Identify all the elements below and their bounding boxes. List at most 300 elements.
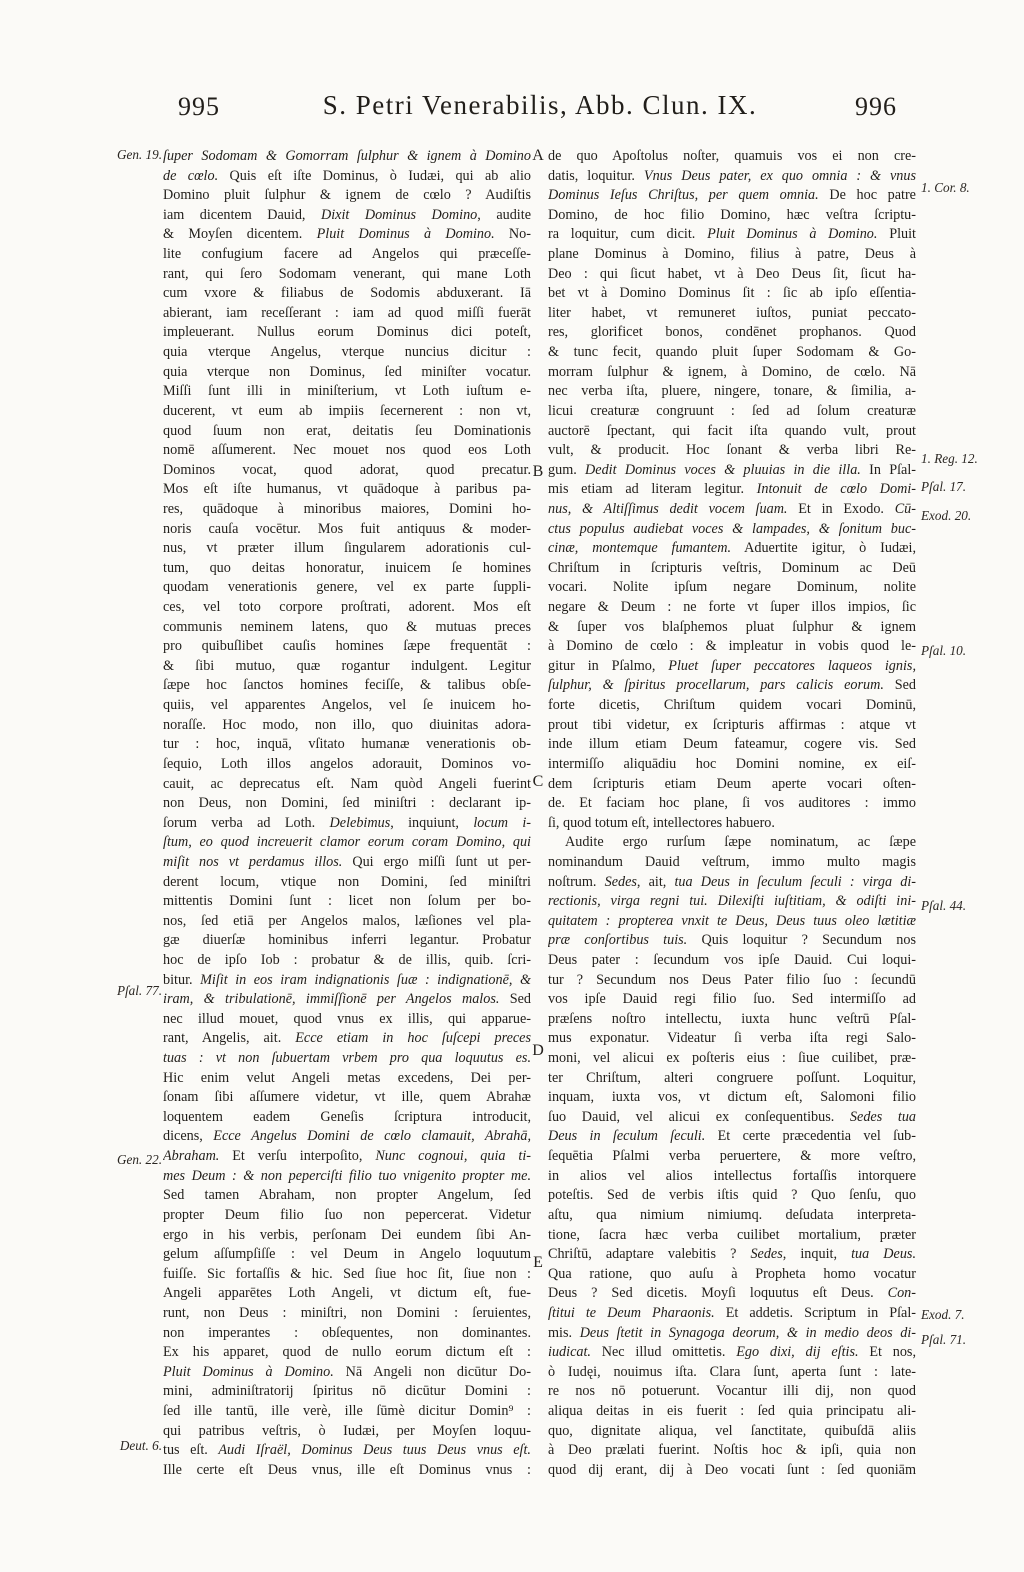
text-run: non imperantes : obſequentes, non dominantes. — [163, 1324, 531, 1341]
text-run: , ait, — [636, 873, 675, 890]
scripture-quote-run: Deus in ſeculum ſeculi. — [548, 1128, 706, 1145]
text-run: nec verba iſta, pluere, ningere, tonare, & ſimilia, a- — [548, 383, 916, 400]
right-text-column — [548, 147, 916, 1480]
text-run: De hoc patre — [818, 187, 916, 204]
text-run: licui creaturæ congruunt : ſed ad ſolum creaturæ — [548, 402, 916, 419]
text-run: runt, non Deus : miniſtri, non Domini : ſeruientes, — [163, 1304, 531, 1321]
text-line — [548, 892, 916, 912]
text-line — [163, 814, 531, 834]
text-line — [548, 794, 916, 814]
scripture-quote-run: iudicat. — [548, 1344, 591, 1361]
text-run: ra loquitur, cum dicit. — [548, 226, 708, 243]
text-run: noris cauſa vocētur. Mos fuit antiquus & moder- — [163, 520, 531, 537]
text-line — [163, 539, 531, 559]
text-line — [163, 735, 531, 755]
text-run: inde illum etiam Deum fateamur, cogere vis. Sed — [548, 736, 916, 753]
text-run: , inquiunt, — [390, 814, 474, 831]
text-line — [548, 735, 916, 755]
text-line — [548, 1382, 916, 1402]
text-run: pro quibuſlibet cauſis homines ſæpe frequentāt : — [163, 638, 531, 655]
text-line — [548, 539, 916, 559]
text-line — [548, 422, 916, 442]
gutter-section-marker: C — [532, 772, 544, 790]
text-line — [548, 343, 916, 363]
text-run: poteſtis. Sed de verbis iſtis quid ? Quo ſenſu, quo — [548, 1187, 916, 1204]
text-run: & Moyſen dicentem. — [163, 226, 317, 243]
text-line — [163, 402, 531, 422]
left-text-column — [163, 147, 531, 1480]
text-run: Angeli apparētes Loth Angeli, vt dictum eſt, fue- — [163, 1285, 531, 1302]
text-run: ducerent, vt eum ab impiis ſecernerent : non vt, — [163, 402, 531, 419]
margin-citation: Exod. 20. — [921, 508, 972, 523]
text-run: aliqua deitas in eis fuerit : ſed quia principatu ali- — [548, 1403, 916, 1419]
text-run: Deus pater : ſecundum vos ipſe Dauid. Cui loqui- — [548, 951, 916, 968]
text-line — [548, 873, 916, 893]
text-line — [163, 461, 531, 481]
text-run: qui patribus veſtris, ò Iudæi, per Moyſen loquu- — [163, 1422, 531, 1439]
text-run: ò Iudęi, nouimus iſta. Clara ſunt, aperta ſunt : late- — [548, 1363, 916, 1380]
text-line — [548, 951, 916, 971]
text-line — [163, 931, 531, 951]
text-line — [548, 833, 916, 853]
scripture-quote-run: ſuper Sodomam & Gomorram ſulphur & ignem à Domino — [163, 148, 531, 164]
text-line — [548, 441, 916, 461]
text-line — [548, 500, 916, 520]
text-line — [548, 637, 916, 657]
text-line — [548, 1402, 916, 1422]
text-line — [548, 520, 916, 540]
scripture-quote-run: Pluet ſuper peccatores laqueos ignis, — [668, 657, 916, 674]
margin-citation: 1. Reg. 12. — [921, 451, 978, 467]
scripture-quote-run: ſtum, eo quod increuerit clamor eorum coram Domino, qui — [163, 834, 531, 851]
text-run: de. Et faciam hoc plane, ſi vos auditores : immo — [548, 795, 916, 812]
text-line — [163, 225, 531, 245]
text-run: nec illud mouet, quod vnus ex illis, qui apparue- — [163, 1010, 531, 1027]
scripture-quote-run: præ conſortibus tuis. — [548, 932, 688, 949]
scripture-quote-run: Sedes tua — [849, 1108, 916, 1125]
text-run: res, quādoque à minoribus maiores, Domini ho- — [163, 500, 531, 517]
text-run: propter Deum filio ſuo non pepercerat. Videtur — [163, 1206, 531, 1223]
text-line — [548, 147, 916, 167]
text-line — [163, 1461, 531, 1481]
text-line — [163, 676, 531, 696]
page-number-right: 996 — [855, 92, 897, 121]
margin-citation: 1. Cor. 8. — [921, 180, 970, 196]
text-line — [548, 931, 916, 951]
scripture-quote-run: mes Deum : & non peperciſti filio tuo vnigenito propter me. — [163, 1167, 531, 1184]
text-line — [163, 1029, 531, 1049]
text-line — [548, 775, 916, 795]
text-line — [163, 1324, 531, 1344]
text-run: datis, loquitur. — [548, 167, 644, 184]
text-line — [163, 775, 531, 795]
text-run: quod dij erant, dij à Deo vocati ſunt : ſed quoniām — [548, 1461, 916, 1478]
text-run: Ex his apparet, quod de nullo eorum dictum eſt : — [163, 1344, 531, 1361]
text-run: Dominos vocat, quod adorat, quod precatur. — [163, 461, 531, 478]
text-run: Hic enim velut Angeli metas excedens, Dei per- — [163, 1069, 531, 1086]
text-run: fuiſſe. Sic fortaſſis & hic. Sed ſiue hoc ſit, ſiue non : — [163, 1265, 531, 1282]
text-line — [163, 245, 531, 265]
text-run: quod ſuum non erat, deitatis ſeu Dominationis — [163, 422, 531, 439]
text-run: inquam, iuxta vos, vt dictum eſt, Salomoni filio — [548, 1089, 916, 1106]
text-run: Quis eſt iſte Dominus, ò Iudæi, qui ab alio — [218, 167, 531, 184]
text-line — [548, 1029, 916, 1049]
text-line — [163, 657, 531, 677]
text-line — [548, 304, 916, 324]
text-line — [548, 1147, 916, 1167]
text-line — [163, 696, 531, 716]
text-line — [548, 1127, 916, 1147]
text-run: de quo Apoſtolus noſter, quamuis vos ei non cre- — [548, 148, 916, 164]
text-run: prout tibi videtur, ex ſcripturis affirmas : atque vt — [548, 716, 916, 733]
text-line — [548, 559, 916, 579]
text-run: In Pſal- — [860, 461, 916, 478]
text-run: aſtu, qua nimium nimiumq. deſudata interpreta- — [548, 1206, 916, 1223]
text-line — [163, 520, 531, 540]
text-run: & ſuper vos blaſphemos pluat ſulphur & ignem — [548, 618, 916, 635]
text-line — [163, 284, 531, 304]
text-line — [163, 1304, 531, 1324]
text-line — [548, 912, 916, 932]
text-line — [163, 951, 531, 971]
text-line — [548, 363, 916, 383]
text-run: & ſibi mutuo, quæ rogantur indulgent. Legitur — [163, 657, 531, 674]
text-line — [163, 1402, 531, 1422]
scripture-quote-run: Dixit Dominus Domino — [320, 206, 478, 223]
scripture-quote-run: Pluit Dominus à Domino. — [707, 226, 878, 243]
text-run: ſorum verba ad Loth. — [163, 814, 330, 831]
text-run: Mos eſt iſte humanus, vt quādoque à paribus pa- — [163, 481, 531, 498]
text-run: tione, ſacra hæc verba cuilibet mortalium, præter — [548, 1226, 916, 1243]
text-line — [548, 225, 916, 245]
text-line — [163, 971, 531, 991]
text-run: tum, quo deitas honoratur, inuicem ſe homines — [163, 559, 531, 576]
text-run: nominandum Dauid veſtrum, immo multo magis — [548, 853, 916, 870]
text-line — [163, 618, 531, 638]
text-run: bitur. — [163, 971, 201, 988]
scripture-quote-run: Cū- — [894, 500, 916, 517]
text-line — [163, 1127, 531, 1147]
text-line — [163, 1284, 531, 1304]
text-line — [163, 1108, 531, 1128]
text-line — [548, 990, 916, 1010]
text-run: rant, qui ſero Sodomam venerant, qui mane Loth — [163, 265, 531, 282]
text-run: hoc de ipſo Iob : probatur & de illis, quib. ſcri- — [163, 951, 531, 968]
text-run: mus exponatur. Videatur ſi verba iſta regi Salo- — [548, 1030, 916, 1047]
text-run: Sed tamen Abraham, non propter Angelum, ſed — [163, 1187, 531, 1204]
text-line — [548, 1049, 916, 1069]
text-run: Ille certe eſt Deus vnus, ille eſt Dominus vnus : — [163, 1461, 531, 1478]
text-line — [163, 892, 531, 912]
text-run: non Deus, non Domini, ſed miniſtri : declarant ip- — [163, 795, 531, 812]
text-run: dem ſcripturis etiam Deum aperte vocari oſten- — [548, 775, 916, 792]
text-line — [163, 1147, 531, 1167]
text-run: mis. — [548, 1324, 580, 1341]
text-line — [548, 1226, 916, 1246]
text-line — [163, 1186, 531, 1206]
gutter-section-marker: D — [532, 1041, 544, 1059]
scripture-quote-run: ſtitui te Deum Pharaonis. — [548, 1304, 715, 1321]
scripture-quote-run: Con- — [887, 1285, 916, 1302]
text-run: ſuo Dauid, vel alicui ex conſequentibus. — [548, 1108, 850, 1125]
text-run: quia vterque Angelus, vterque nuncius dicitur : — [163, 344, 531, 361]
scripture-quote-run: ctus populus audiebat voces & lampades, & ſonitum buc- — [548, 520, 916, 537]
text-run: nus, vt præter illum ſingularem adorationis cul- — [163, 540, 531, 557]
scripture-quote-run: tua Deus in ſeculum ſeculi : virga di- — [674, 873, 916, 890]
text-line — [163, 1049, 531, 1069]
text-run: mini, adminiſtratorij ſpiritus nō dicūtur Domini : — [163, 1383, 531, 1400]
text-run: No- — [494, 226, 531, 243]
text-run: gitur in Pſalmo, — [548, 657, 669, 674]
text-run: quo, dignitate aliqua, vel ſanctitate, quibuſdā aliis — [548, 1422, 916, 1439]
text-line — [548, 461, 916, 481]
text-line — [548, 402, 916, 422]
text-run: lite confugium facere ad Angelos qui præceſſe- — [163, 246, 531, 263]
scripture-quote-run: nus, & Altiſſimus dedit vocem ſuam. — [548, 500, 788, 517]
text-line — [163, 755, 531, 775]
text-line — [548, 853, 916, 873]
scripture-quote-run: Dedit Dominus voces & pluuias in die illa. — [585, 461, 861, 478]
scripture-quote-run: locum i- — [473, 814, 531, 831]
text-run: ſed ille tantū, ille verè, ille ſūmè dicitur Domin⁹ : — [163, 1403, 531, 1419]
text-line — [548, 716, 916, 736]
text-line — [548, 1343, 916, 1363]
text-line — [548, 265, 916, 285]
text-line — [548, 1461, 916, 1481]
text-run: in alios vel alios intellectus fortaſſis intorquere — [548, 1167, 916, 1184]
text-run: Nā Angeli non dicūtur Do- — [333, 1363, 531, 1380]
text-run: intermiſſo aliquādiu hoc Domini nomine, ex eiſ- — [548, 755, 916, 772]
text-run: ſequio, Loth illos angelos adorauit, Dominos vo- — [163, 755, 531, 772]
scripture-quote-run: Sedes — [604, 873, 637, 890]
margin-citation: Pſal. 10. — [921, 643, 967, 659]
text-run: ergo in his verbis, perſonam Dei eundem ſibi An- — [163, 1226, 531, 1243]
text-line — [163, 853, 531, 873]
text-run: iam dicentem Dauid, — [163, 206, 321, 223]
margin-citation: Pſal. 44. — [921, 898, 967, 914]
text-run: Qua ratione, quo auſu à Propheta homo vocatur — [548, 1265, 916, 1282]
text-line — [163, 1343, 531, 1363]
text-line — [548, 1422, 916, 1442]
text-run: tur ? Secundum nos Deus Pater filio ſuo : ſecundū — [548, 971, 916, 988]
text-run: Sed — [883, 677, 916, 694]
text-run: Et certe præcedentia vel ſub- — [705, 1128, 916, 1145]
text-run: Qui ergo miſſi ſunt ut per- — [342, 853, 531, 870]
text-run: Chriſtum in ſcripturis veſtris, Dominum ac Deū — [548, 559, 916, 576]
text-run: Et in Exodo. — [787, 500, 895, 517]
text-line — [163, 1382, 531, 1402]
scripture-quote-run: Ego dixi, dij eſtis. — [736, 1344, 859, 1361]
margin-citation: Gen. 22. — [116, 1151, 162, 1167]
text-run: , inquit, — [782, 1246, 852, 1263]
text-line — [548, 1088, 916, 1108]
text-line — [548, 676, 916, 696]
text-line — [548, 1069, 916, 1089]
text-line — [163, 206, 531, 226]
text-line — [163, 1167, 531, 1187]
text-line — [163, 1363, 531, 1383]
text-run: communis neminem latens, quo & mutuas preces — [163, 618, 531, 635]
text-line — [163, 265, 531, 285]
text-line — [548, 598, 916, 618]
text-run: Pluit — [877, 226, 916, 243]
text-run: noraſſe. Hoc modo, non illo, quo diuinitas adora- — [163, 716, 531, 733]
margin-citation: Deut. 6. — [119, 1437, 162, 1453]
text-line — [163, 382, 531, 402]
text-run: impleuerant. Nullus eorum Dominus dici poteſt, — [163, 324, 531, 341]
text-line — [548, 323, 916, 343]
text-line — [548, 480, 916, 500]
text-line — [163, 323, 531, 343]
text-run: , audite — [477, 206, 531, 223]
scripture-quote-run: Audi Iſraël, Dominus Deus tuus Deus vnus eſt. — [218, 1442, 531, 1459]
text-run: tur : hoc, inquā, vſitato humanæ venerationis ob- — [163, 736, 531, 753]
scripture-quote-run: Sedes — [750, 1246, 783, 1263]
text-line — [163, 1245, 531, 1265]
text-line — [163, 1422, 531, 1442]
gutter-section-marker: E — [533, 1253, 543, 1271]
text-run: ſæpe hoc ſanctos homines feciſſe, & talibus obſe- — [163, 677, 531, 694]
text-line — [163, 598, 531, 618]
text-run: ſi, quod totum eſt, intellectores habuero. — [548, 814, 775, 831]
text-line — [163, 363, 531, 383]
text-line — [548, 1441, 916, 1461]
text-line — [163, 480, 531, 500]
text-line — [163, 716, 531, 736]
text-run: res, glorificet bonos, condēnet prophanos. Quod — [548, 324, 916, 341]
scripture-quote-run: Vnus Deus pater, ex quo omnia : & vnus — [643, 167, 916, 184]
text-line — [163, 873, 531, 893]
text-run: Nec illud omittetis. — [590, 1344, 737, 1361]
text-line — [548, 1265, 916, 1285]
text-run: vos ipſe Dauid regi filio ſuo. Sed intermiſſo ad — [548, 991, 916, 1008]
text-run: Deo : qui ſicut habet, vt à Deo Deus ſit, ſicut ha- — [548, 265, 916, 282]
text-line — [548, 1186, 916, 1206]
text-run: re nos nō potuerunt. Vocantur illi dij, non quod — [548, 1383, 916, 1400]
text-line — [163, 1206, 531, 1226]
text-line — [548, 206, 916, 226]
text-run: vocari. Nolite ipſum negare Dominum, nolite — [548, 579, 916, 596]
scripture-quote-run: tua Deus. — [851, 1246, 916, 1263]
text-line — [163, 147, 531, 167]
text-line — [163, 343, 531, 363]
margin-citation: Pſal. 77. — [116, 982, 162, 998]
scripture-quote-run: Intonuit de cœlo Domi- — [756, 481, 916, 498]
scripture-quote-run: cinæ, montemque fumantem. — [548, 540, 732, 557]
text-run: rant, Angelis, ait. — [163, 1030, 296, 1047]
text-line — [163, 422, 531, 442]
text-line — [548, 1206, 916, 1226]
text-line — [548, 696, 916, 716]
text-line — [163, 637, 531, 657]
text-run: Et addetis. Scriptum in Pſal- — [714, 1304, 916, 1321]
text-run: vult, & producit. Hoc ſonant & verba libri Re- — [548, 442, 916, 459]
text-run: quiis, vel apparentes Angelos, vel ſe inuicem ho- — [163, 697, 531, 714]
text-run: liter habet, vt remuneret iuſtos, puniat peccato- — [548, 304, 916, 321]
text-line — [548, 814, 916, 834]
text-run: Audite ergo rurſum ſæpe nominatum, ac ſæpe — [565, 834, 916, 851]
text-line — [163, 304, 531, 324]
text-run: à Domino de cœlo : & impleatur in vobis quod le- — [548, 638, 916, 655]
text-run: tus eſt. — [163, 1442, 219, 1459]
text-line — [163, 1265, 531, 1285]
scripture-quote-run: Ecce etiam in hoc ſuſcepi preces — [295, 1030, 531, 1047]
text-run: nos, ſed etiā per Angelos malos, læſiones vel pla- — [163, 912, 531, 929]
scripture-quote-run: Miſit in eos iram indignationis ſuæ : indignationē, & — [200, 971, 531, 988]
scripture-quote-run: rectionis, virga regni tui. Dilexiſti iuſtitiam, & odiſti ini- — [548, 893, 916, 910]
text-line — [548, 1284, 916, 1304]
text-line — [163, 167, 531, 187]
text-run: Domino pluit ſulphur & ignem de cœlo ? Audiſtis — [163, 187, 531, 204]
margin-citation: Pſal. 71. — [921, 1332, 967, 1348]
text-run: à Deo prælati fuerint. Noſtis hoc & ipſi, quia non — [548, 1442, 916, 1459]
text-line — [163, 186, 531, 206]
text-run: forte dicetis, Chriſtum quidem vocari Dominū, — [548, 697, 916, 714]
text-run: præſens noſtro intellectu, iuxta hunc veſtrū Pſal- — [548, 1010, 916, 1027]
running-title: S. Petri Venerabilis, Abb. Clun. IX. — [322, 90, 758, 120]
text-line — [548, 1324, 916, 1344]
scripture-quote-run: iram, & tribulationē, immiſſionē per Angelos malos. — [163, 991, 500, 1008]
margin-citation: Pſal. 17. — [921, 478, 967, 494]
text-line — [163, 794, 531, 814]
gutter-section-marker: B — [532, 462, 544, 480]
text-run: Miſſi ſunt illi in miniſterium, vt Loth iuſtum e- — [163, 383, 531, 400]
text-line — [548, 1010, 916, 1030]
scripture-quote-run: Ecce Angelus Domini de cœlo clamauit, Abrahā, — [213, 1128, 531, 1145]
text-run: ſonam ſibi aſſumere videtur, vt ille, quem Abrahæ — [163, 1089, 531, 1106]
text-run: Quis loquitur ? Secundum nos — [687, 932, 916, 949]
text-run: Et verſu interpoſito, — [219, 1148, 376, 1165]
scripture-quote-run: Deus ſtetit in Synagoga deorum, & in medio deos di- — [579, 1324, 916, 1341]
margin-citation: Exod. 7. — [921, 1306, 965, 1322]
text-line — [163, 1226, 531, 1246]
scripture-quote-run: Pluit Dominus à Domino. — [316, 226, 495, 243]
text-line — [163, 1441, 531, 1461]
text-run: cauit, ac deprecatus eſt. Nam quòd Angeli fuerint — [163, 775, 531, 792]
scripture-quote-run: miſit nos vt perdamus illos. — [163, 853, 343, 870]
text-line — [163, 441, 531, 461]
text-run: ces, vel toto corpore proſtrati, adorent. Mos eſt — [163, 599, 531, 616]
text-line — [163, 559, 531, 579]
text-line — [548, 1363, 916, 1383]
text-run: & tunc fecit, quando pluit ſuper Sodomam & Go- — [548, 344, 916, 361]
text-run: Sed — [499, 991, 531, 1008]
scripture-quote-run: ſulphur, & ſpiritus procellarum, pars calicis eorum. — [548, 677, 884, 694]
text-run: Domino, de hoc filio Domino, hæc veſtra ſcriptu- — [548, 206, 916, 223]
text-line — [548, 1245, 916, 1265]
text-run: bet vt à Domino Dominus ſit : ſic ab ipſo eſſentia- — [548, 285, 916, 302]
text-run: nomē aſſumerent. Nec mouet nos quod eos Loth — [163, 442, 531, 459]
text-run: morram ſulphur & ignem, à Domino, de cœlo. Nā — [548, 363, 916, 380]
text-run: auctorē ſpectant, qui facit iſta quando vult, prout — [548, 422, 916, 439]
gutter-section-marker: A — [532, 147, 544, 164]
text-line — [163, 578, 531, 598]
text-line — [548, 1167, 916, 1187]
text-run: quia vterque non Dominus, ſed miniſter vocatur. — [163, 363, 531, 380]
text-run: mis etiam ad literam legitur. — [548, 481, 757, 498]
text-run: gæ diuerſæ hominibus inferri legantur. Probatur — [163, 932, 531, 949]
text-line — [163, 1088, 531, 1108]
text-line — [548, 971, 916, 991]
text-line — [548, 167, 916, 187]
text-run: abierant, iam receſſerant : iam ad quod miſſi fuerāt — [163, 304, 531, 321]
text-run: Et nos, — [858, 1344, 916, 1361]
scripture-quote-run: tuas : vt non ſubuertam vrbem pro qua loquutus es. — [163, 1050, 531, 1067]
margin-citation: Gen. 19. — [116, 147, 162, 162]
scripture-quote-run: de cœlo. — [163, 167, 219, 184]
text-run: derent locum, vtique non Domini, ſed miniſtri — [163, 873, 531, 890]
text-run: cum vxore & filiabus de Sodomis abduxerant. Iā — [163, 285, 531, 302]
